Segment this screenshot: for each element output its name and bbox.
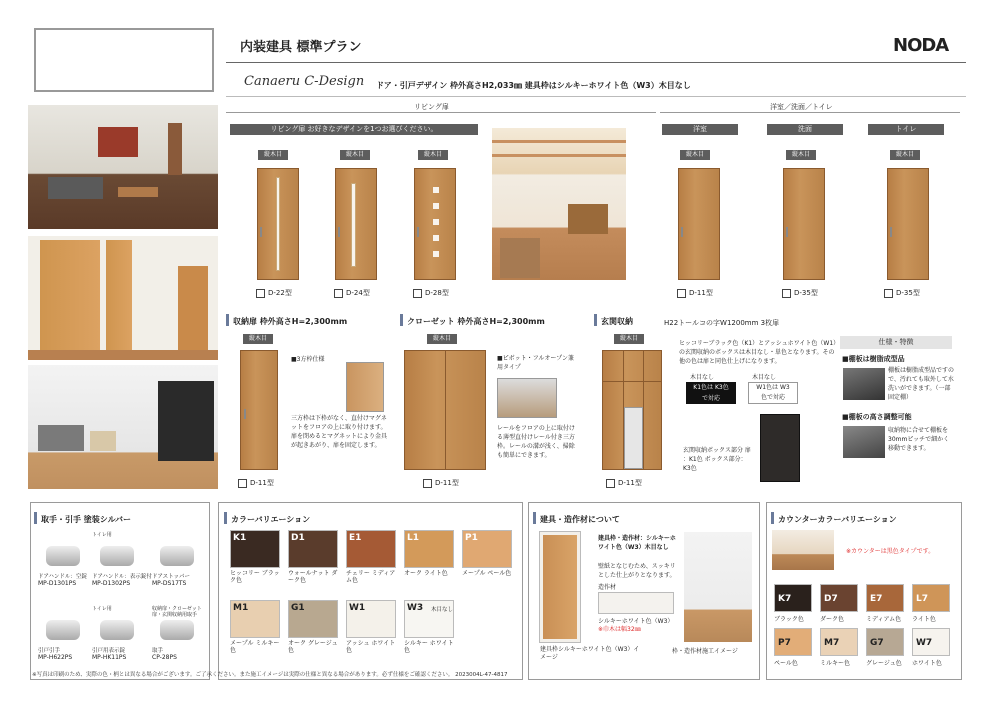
features-title: 仕様・特徴	[840, 336, 952, 349]
header-divider	[226, 96, 966, 97]
zousaku-label: 造作材	[598, 584, 617, 591]
counter-code: G7	[870, 638, 884, 648]
room-grain-tag-2: 縦木目	[786, 150, 816, 160]
hardware-code: MP-DS17TS	[152, 580, 187, 587]
spec-line: ドア・引戸デザイン 枠外高さH2,033㎜ 建具枠はシルキーホワイト色（W3）木目なし	[376, 81, 691, 90]
hardware-top-note: トイレ用	[92, 532, 112, 538]
living-grain-tag-1: 縦木目	[258, 150, 288, 160]
closet-label: D-11型	[435, 479, 459, 487]
k1-box: K1色は K3色で対応	[686, 382, 736, 404]
w1-box: W1色は W3色で対応	[748, 382, 798, 404]
hardware-item	[92, 532, 152, 602]
color-code: E1	[349, 533, 362, 543]
color-swatch-w1[interactable]	[346, 600, 396, 638]
storage-grain-tag: 縦木目	[243, 334, 273, 344]
feature2-title: ■棚板の高さ調整可能	[842, 413, 912, 421]
closet-grain-tag: 縦木目	[427, 334, 457, 344]
hardware-icon	[160, 620, 194, 640]
counter-code: W7	[916, 638, 933, 648]
hardware-item	[92, 606, 148, 676]
color-name: オーク グレージュ色	[288, 640, 338, 654]
hardware-item	[152, 606, 208, 676]
counter-title: カウンターカラーバリエーション	[778, 515, 897, 524]
color-code: K1	[233, 533, 247, 543]
checkbox[interactable]	[606, 479, 615, 488]
door-d28-option[interactable]	[413, 288, 449, 298]
footer-note: ※写真は印刷のため、実際の色・柄とは異なる場合がございます。ご了承ください。また施工イメージは実際の仕様と異なる場合があります。必ず仕様をご確認ください。 2023004L-47-4817	[32, 672, 508, 678]
rooms-section-title: 洋室／洗面／トイレ	[770, 103, 833, 111]
silky-white-swatch	[598, 592, 674, 614]
color-swatch-w3[interactable]	[404, 600, 454, 638]
counter-color-name: ブラック色	[774, 616, 804, 623]
closet-detail-photo	[497, 378, 557, 418]
fittings-construction-photo	[684, 532, 752, 642]
color-swatch-m1[interactable]	[230, 600, 280, 638]
door-d28-label: D-28型	[425, 289, 449, 297]
counter-color-name: ダーク色	[820, 616, 845, 623]
counter-color-name: ミディアム色	[866, 616, 902, 623]
color-swatch-p1[interactable]	[462, 530, 512, 568]
storage-title: 収納扉 枠外高さH=2,300mm	[233, 317, 348, 326]
color-swatch-d1[interactable]	[288, 530, 338, 568]
fittings-caption2: 枠・造作材施工イメージ	[672, 648, 738, 655]
checkbox[interactable]	[423, 479, 432, 488]
feature1-text: 棚板は樹脂成型品ですので、汚れても取外して水洗いができます。（一部固定棚）	[888, 367, 955, 401]
counter-code: M7	[824, 638, 840, 648]
color-code: P1	[465, 533, 478, 543]
entrance-option[interactable]	[606, 478, 642, 488]
color-swatch-k1[interactable]	[230, 530, 280, 568]
hardware-label: ドアハンドル：空錠	[38, 574, 87, 580]
checkbox[interactable]	[677, 289, 686, 298]
closet-note-title: ■ピボット・フルオープン兼用タイプ	[497, 355, 574, 371]
hardware-icon	[46, 546, 80, 566]
hardware-top-note: トイレ用	[92, 606, 112, 612]
hardware-code: MP-HK11PS	[92, 654, 127, 661]
door-d28[interactable]	[414, 168, 456, 280]
hardware-label: 引戸引手	[38, 648, 61, 654]
colors-title: カラーバリエーション	[231, 515, 311, 524]
color-name: メープル ペール色	[462, 570, 512, 577]
color-swatch-g1[interactable]	[288, 600, 338, 638]
fittings-desc2: 壁紙となじむため、スッキリとした仕上がりとなります。	[598, 563, 676, 579]
door-d22[interactable]	[257, 168, 299, 280]
hardware-icon	[100, 546, 134, 566]
storage-door[interactable]	[240, 350, 278, 470]
room-grain-tag-3: 縦木目	[890, 150, 920, 160]
closet-bar	[400, 314, 403, 326]
counter-color-name: ミルキー色	[820, 660, 851, 667]
checkbox[interactable]	[413, 289, 422, 298]
storage-note: 三方枠は下枠がなく、直付けマグネットをフロアの上に取り付けます。扉を閉めるとマグネットにより金具が起きあがり、扉を固定します。	[291, 415, 387, 449]
counter-note: ※カウンターは黒色タイプです。	[846, 548, 935, 555]
living-grain-tag-3: 縦木目	[418, 150, 448, 160]
counter-code: D7	[824, 594, 838, 604]
checkbox[interactable]	[334, 289, 343, 298]
hardware-icon	[100, 620, 134, 640]
counter-photo	[772, 530, 834, 570]
counter-color-name: ライト色	[912, 616, 936, 623]
closet-option[interactable]	[423, 478, 459, 488]
counter-code: E7	[870, 594, 883, 604]
counter-color-name: ホワイト色	[912, 660, 942, 667]
storage-detail-photo	[346, 362, 384, 412]
hardware-icon	[46, 620, 80, 640]
counter-swatch-e7[interactable]	[866, 584, 904, 612]
color-swatch-e1[interactable]	[346, 530, 396, 568]
entrance-grain-tag: 縦木目	[614, 334, 644, 344]
color-note: 木目なし	[431, 607, 454, 613]
color-name: ヒッコリー ブラック色	[230, 570, 280, 584]
counter-bar	[771, 512, 774, 524]
counter-code: K7	[778, 594, 792, 604]
tv-room-photo	[28, 365, 218, 489]
fittings-desc: 建具枠・造作材：シルキーホワイト色（W3）木目なし	[598, 535, 676, 551]
hardware-item	[38, 606, 94, 676]
hardware-bar	[34, 512, 37, 524]
fittings-title: 建具・造作材について	[540, 515, 620, 524]
counter-swatch-w7[interactable]	[912, 628, 950, 656]
closet-note: レールをフロアの上に取付ける薄型直付けレール付き三方枠。レールの溝が浅く、掃除も簡単にできます。	[497, 425, 575, 459]
closet-title: クローゼット 枠外高さH=2,300mm	[407, 317, 545, 326]
entrance-box-note: 玄関収納ボックス部分 扉 ：K1色 ボックス部分：K3色	[683, 447, 751, 472]
door-senmen-label: D-35型	[794, 289, 818, 297]
hardware-code: CP-28PS	[152, 654, 177, 661]
entrance-unit[interactable]	[602, 350, 662, 470]
door-d22-option[interactable]	[256, 288, 292, 298]
color-code: G1	[291, 603, 305, 613]
door-yoshitsu-label: D-11型	[689, 289, 713, 297]
hardware-item	[38, 532, 94, 602]
entrance-subtitle: H22トールコの字W1200mm 3枚扉	[664, 319, 780, 327]
door-senmen-d35[interactable]	[783, 168, 825, 280]
fittings-width-note: ※巾木は幅32㎜	[598, 626, 641, 633]
door-d24-option[interactable]	[334, 288, 370, 298]
entrance-desc: ヒッコリーブラック色（K1）とアッシュホワイト色（W1）の玄関収納のボックスは木目なし・単色となります。その他の色は扉と同色仕上げになります。	[679, 340, 837, 365]
counter-color-name: グレージュ色	[866, 660, 902, 667]
checkbox[interactable]	[256, 289, 265, 298]
shoe-cabinet-photo	[760, 414, 800, 482]
door-d24[interactable]	[335, 168, 377, 280]
living-section-title: リビング扉	[414, 103, 449, 111]
entrance-label: D-11型	[618, 479, 642, 487]
fittings-bar	[533, 512, 536, 524]
color-swatch-l1[interactable]	[404, 530, 454, 568]
color-code: W1	[349, 603, 366, 613]
storage-bar	[226, 314, 229, 326]
color-name: メープル ミルキー色	[230, 640, 280, 654]
entrance-bar	[594, 314, 597, 326]
hardware-code: MP-D1302PS	[92, 580, 131, 587]
color-code: M1	[233, 603, 249, 613]
fittings-swatch-label: シルキーホワイト色（W3）	[598, 618, 674, 625]
shelf-photo-1	[843, 368, 885, 400]
storage-note-title: ■3方枠仕様	[291, 356, 325, 363]
counter-swatch-d7[interactable]	[820, 584, 858, 612]
fittings-caption1: 建具枠シルキーホワイト色（W3）イメージ	[540, 646, 640, 661]
living-subheader: リビング扉 お好きなデザインを1つお選びください。	[230, 124, 478, 135]
room-header-toilet: トイレ	[868, 124, 944, 135]
hardware-label: ドアストッパー	[152, 574, 190, 580]
checkbox[interactable]	[782, 289, 791, 298]
color-name: アッシュ ホワイト色	[346, 640, 396, 654]
shelf-photo-2	[843, 426, 885, 458]
room-grain-tag-1: 縦木目	[680, 150, 710, 160]
living-grain-tag-2: 縦木目	[340, 150, 370, 160]
color-name: オーク ライト色	[404, 570, 448, 577]
color-name: ウォールナット ダーク色	[288, 570, 338, 584]
hardware-icon	[160, 546, 194, 566]
color-code: L1	[407, 533, 419, 543]
hardware-label: ドアハンドル：表示錠付	[92, 574, 152, 580]
hardware-code: MP-H622PS	[38, 654, 73, 661]
color-code: W3	[407, 603, 424, 613]
entrance-title: 玄関収納	[601, 317, 633, 326]
closet-door[interactable]	[404, 350, 486, 470]
storage-label: D-11型	[250, 479, 274, 487]
fittings-door-image	[540, 532, 580, 642]
color-name: チェリー ミディアム色	[346, 570, 396, 584]
feature2-text: 収納物に合せて棚板を30mmピッチで細かく移動できます。	[888, 427, 950, 452]
room-header-senmen: 洗面	[767, 124, 843, 135]
counter-swatch-g7[interactable]	[866, 628, 904, 656]
door-senmen-option[interactable]	[782, 288, 818, 298]
counter-swatch-m7[interactable]	[820, 628, 858, 656]
k1-top: 木目なし	[690, 374, 715, 381]
room-header-yoshitsu: 洋室	[662, 124, 738, 135]
hardware-top-note: 収納扉・クローゼット扉・玄関収納用取手	[152, 606, 202, 618]
rooms-rule	[660, 112, 960, 113]
counter-swatch-k7[interactable]	[774, 584, 812, 612]
hardware-item	[152, 532, 208, 602]
color-name: シルキー ホワイト色	[404, 640, 454, 654]
storage-option[interactable]	[238, 478, 274, 488]
series-logo: Canaeru C-Design	[244, 74, 365, 89]
counter-swatch-l7[interactable]	[912, 584, 950, 612]
page-title: 内装建具 標準プラン	[240, 40, 362, 55]
door-toilet-label: D-35型	[896, 289, 920, 297]
noda-logo: NODA	[893, 35, 949, 56]
checkbox[interactable]	[884, 289, 893, 298]
door-toilet-d35[interactable]	[887, 168, 929, 280]
living-photo	[28, 105, 218, 229]
door-d22-label: D-22型	[268, 289, 292, 297]
door-toilet-option[interactable]	[884, 288, 920, 298]
color-code: D1	[291, 533, 305, 543]
hardware-title: 取手・引手 塗装シルバー	[41, 515, 132, 524]
hardware-code: MP-D1301PS	[38, 580, 77, 587]
living-rule	[226, 112, 656, 113]
dining-photo	[492, 128, 626, 280]
counter-code: L7	[916, 594, 928, 604]
title-underline	[226, 62, 966, 63]
checkbox[interactable]	[238, 479, 247, 488]
address-box	[34, 28, 214, 92]
door-yoshitsu-option[interactable]	[677, 288, 713, 298]
hardware-label: 取手	[152, 648, 164, 654]
counter-code: P7	[778, 638, 791, 648]
hardware-label: 引戸用表示錠	[92, 648, 126, 654]
feature1-title: ■棚板は樹脂成型品	[842, 355, 905, 363]
counter-color-name: ペール色	[774, 660, 798, 667]
counter-swatch-p7[interactable]	[774, 628, 812, 656]
door-d24-label: D-24型	[346, 289, 370, 297]
storage-photo	[28, 236, 218, 360]
w1-top: 木目なし	[752, 374, 777, 381]
door-yoshitsu-d11[interactable]	[678, 168, 720, 280]
colors-bar	[224, 512, 227, 524]
